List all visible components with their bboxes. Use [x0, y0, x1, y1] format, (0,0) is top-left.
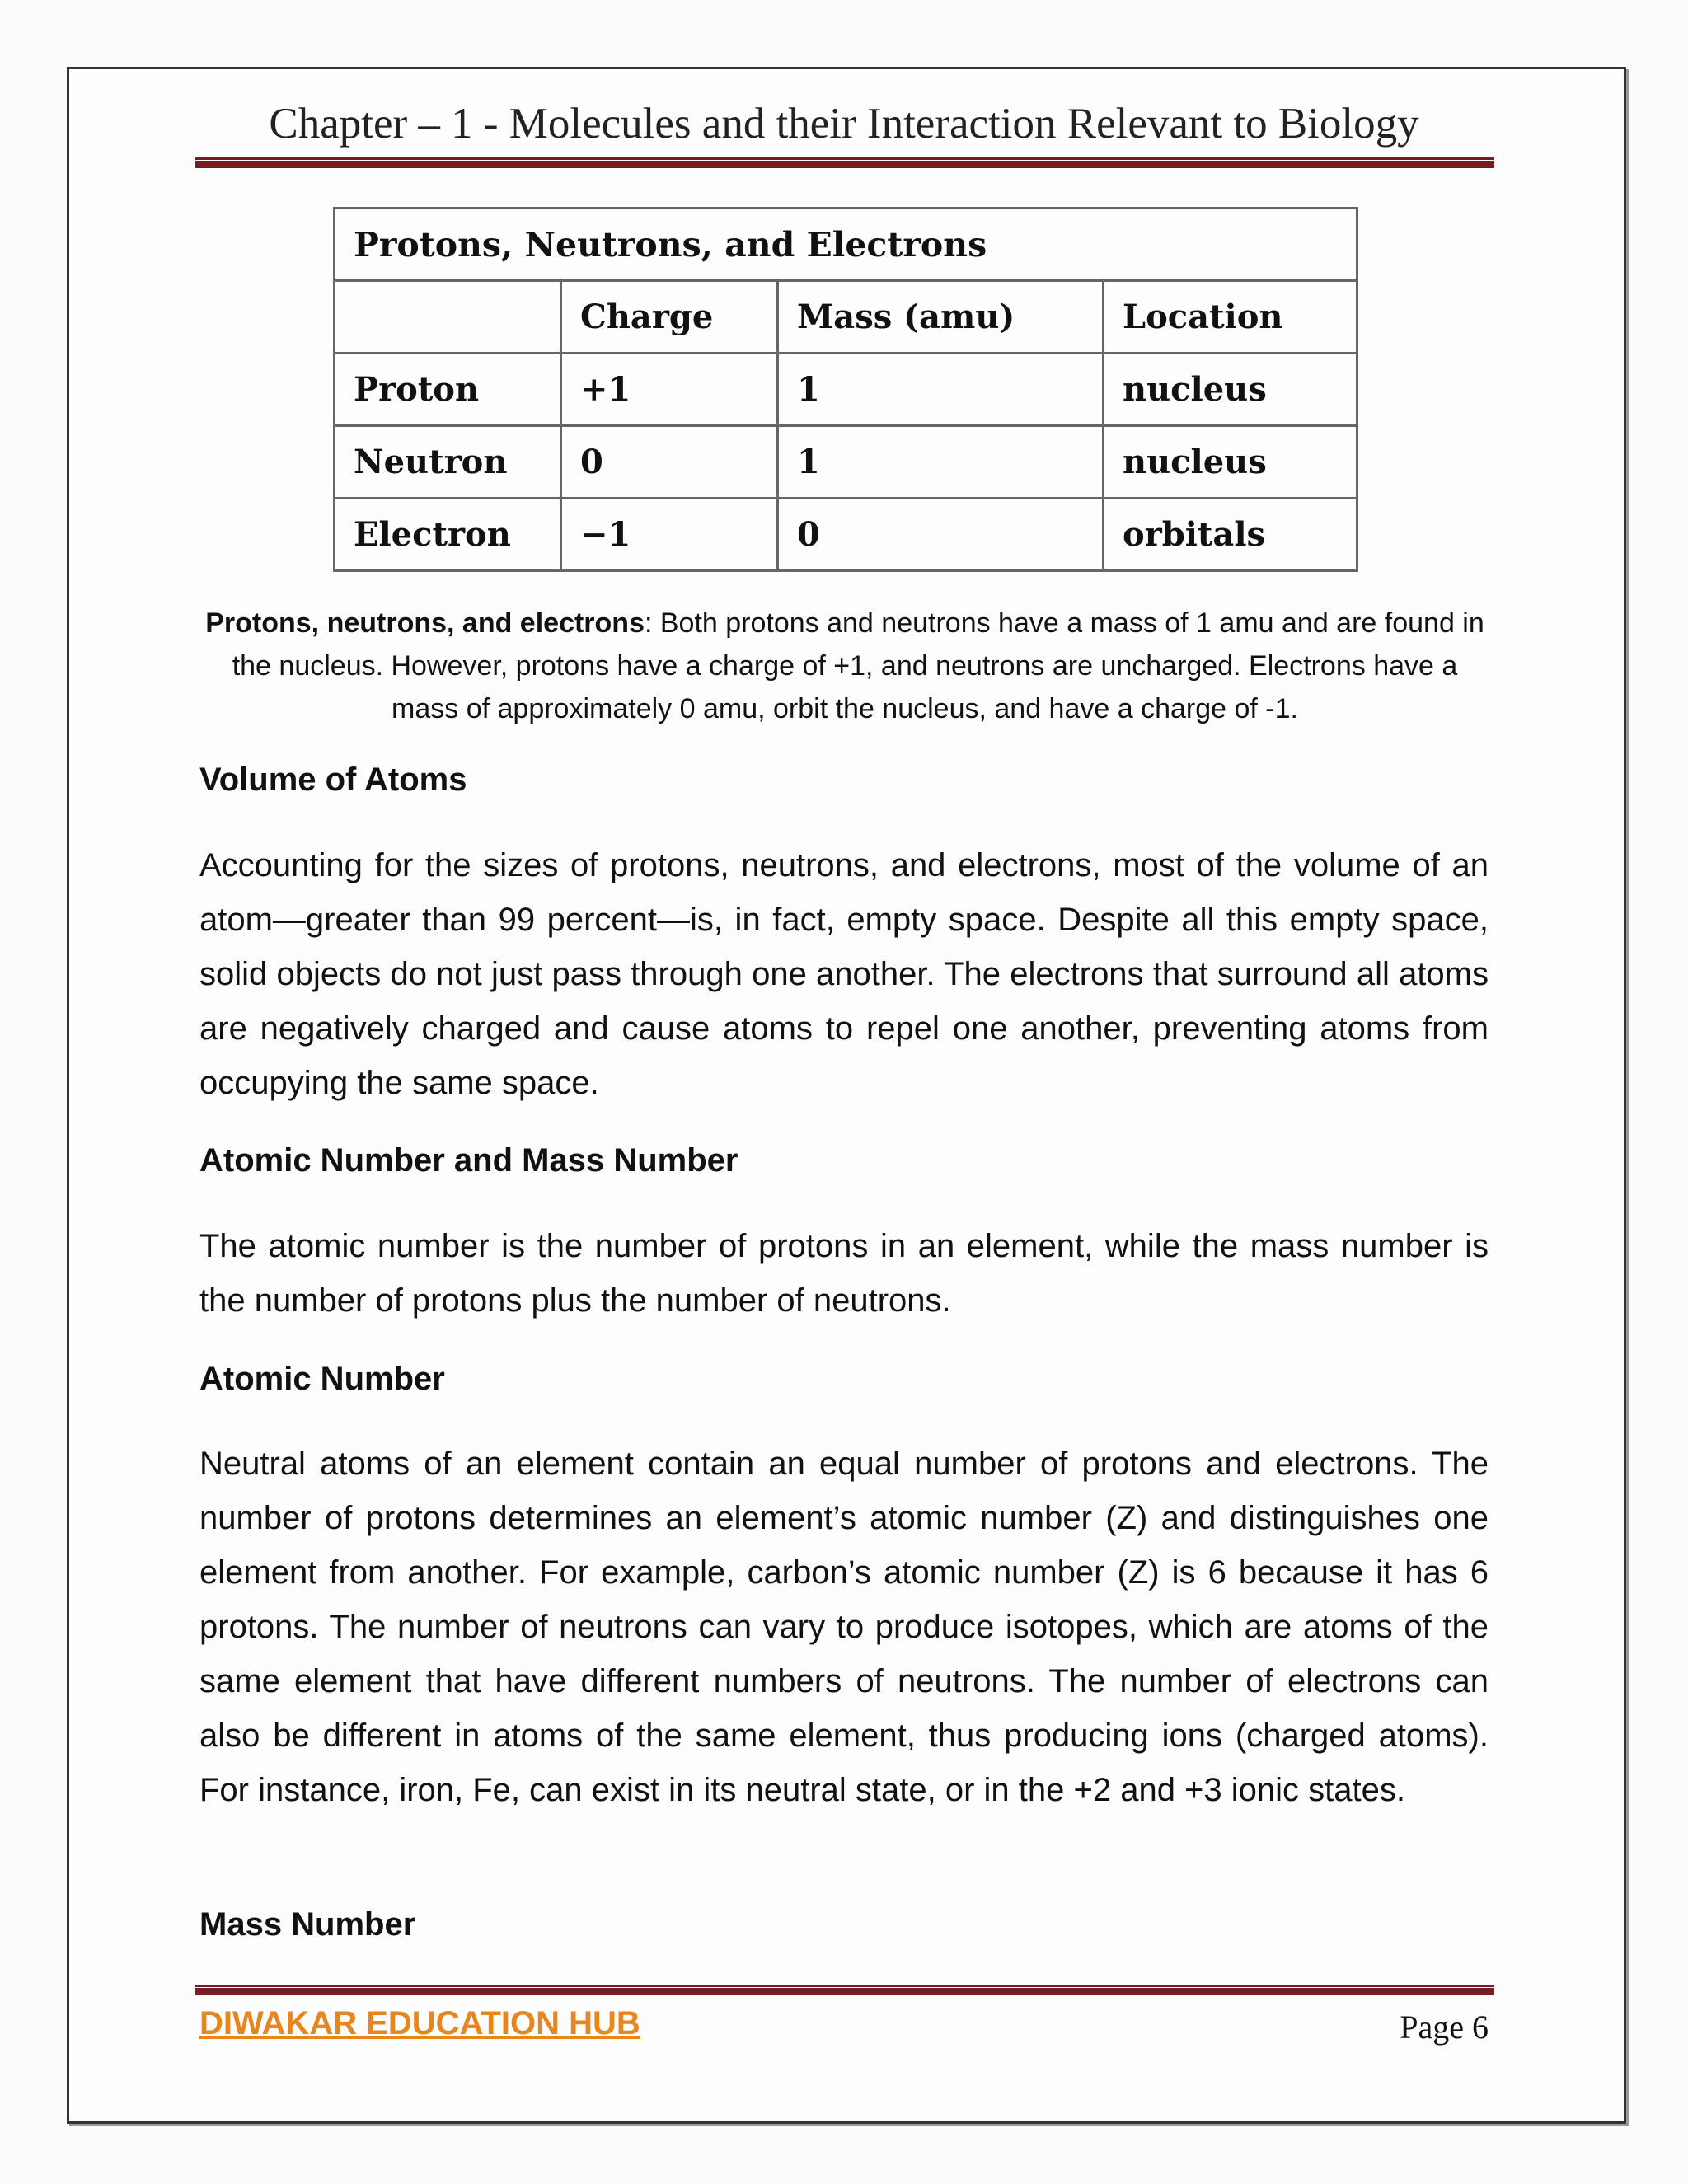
table-header-location: Location — [1104, 281, 1357, 354]
table-title-row — [335, 209, 1357, 281]
row-location: orbitals — [1104, 499, 1357, 571]
row-name: Proton — [335, 354, 561, 426]
heading-volume-of-atoms: Volume of Atoms — [199, 762, 467, 798]
row-charge: +1 — [561, 354, 778, 426]
row-mass: 1 — [778, 426, 1104, 499]
row-location: nucleus — [1104, 426, 1357, 499]
footer-rule-thick — [195, 1988, 1494, 1995]
caption-bold-lead: Protons, neutrons, and electrons — [205, 607, 645, 639]
heading-atomic-number: Atomic Number — [199, 1361, 445, 1397]
heading-mass-number: Mass Number — [199, 1906, 416, 1943]
row-charge: 0 — [561, 426, 778, 499]
row-mass: 1 — [778, 354, 1104, 426]
page-number: Page 6 — [1400, 2008, 1489, 2046]
table-header-charge: Charge — [561, 281, 778, 354]
table-caption — [198, 602, 1492, 730]
table-header-mass: Mass (amu) — [778, 281, 1104, 354]
header-rule-thick — [195, 161, 1494, 168]
page-header-title: Chapter – 1 - Molecules and their Interaction Relevant to Biology — [269, 100, 1419, 148]
row-location: nucleus — [1104, 354, 1357, 426]
paragraph-atomic-number: Neutral atoms of an element contain an equal number of protons and electrons. The number of protons determines an element’s atomic number (Z) and distinguishes one element from another. For example, carbon’s atomic number (Z) is 6 because it has 6 protons. The number of neutrons can vary to produce isotopes, which are atoms of the same element that have different numbers of neutrons. The number of electrons can also be different in atoms of the same element, thus producing ions (charged atoms). For instance, iron, Fe, can exist in its neutral state, or in the +2 and +3 ionic states. — [199, 1446, 1489, 1808]
row-mass: 0 — [778, 499, 1104, 571]
row-name: Neutron — [335, 426, 561, 499]
caption-text: : Both protons and neutrons have a mass of 1 amu and are found in the nucleus. However, protons have a charge of +1, and neutrons are uncharged. Electrons have a mass of approximately 0 amu, orbit the nucleus, and have a charge of -1. — [232, 607, 1484, 724]
table-row — [335, 426, 1357, 499]
paragraph-atomic-number-and-mass-number: The atomic number is the number of protons in an element, while the mass number is the number of protons plus the number of neutrons. — [199, 1228, 1489, 1319]
heading-atomic-number-and-mass-number: Atomic Number and Mass Number — [199, 1142, 738, 1179]
footer-rule-thin — [195, 1985, 1494, 1987]
footer-brand-link[interactable]: DIWAKAR EDUCATION HUB — [199, 2005, 640, 2041]
table-title: Protons, Neutrons, and Electrons — [335, 209, 1357, 281]
paragraph-volume-of-atoms: Accounting for the sizes of protons, neutrons, and electrons, most of the volume of an atom—greater than 99 percent—is, in fact, empty space. Despite all this empty space, solid objects do not just pass through one another. The electrons that surround all atoms are negatively charged and cause atoms to repel one another, preventing atoms from occupying the same space. — [199, 847, 1489, 1101]
table-header-empty — [335, 281, 561, 354]
table-row — [335, 354, 1357, 426]
table-header-row — [335, 281, 1357, 354]
table-row — [335, 499, 1357, 571]
row-name: Electron — [335, 499, 561, 571]
row-charge: −1 — [561, 499, 778, 571]
particles-table — [333, 207, 1358, 572]
header-rule-thin — [195, 157, 1494, 160]
